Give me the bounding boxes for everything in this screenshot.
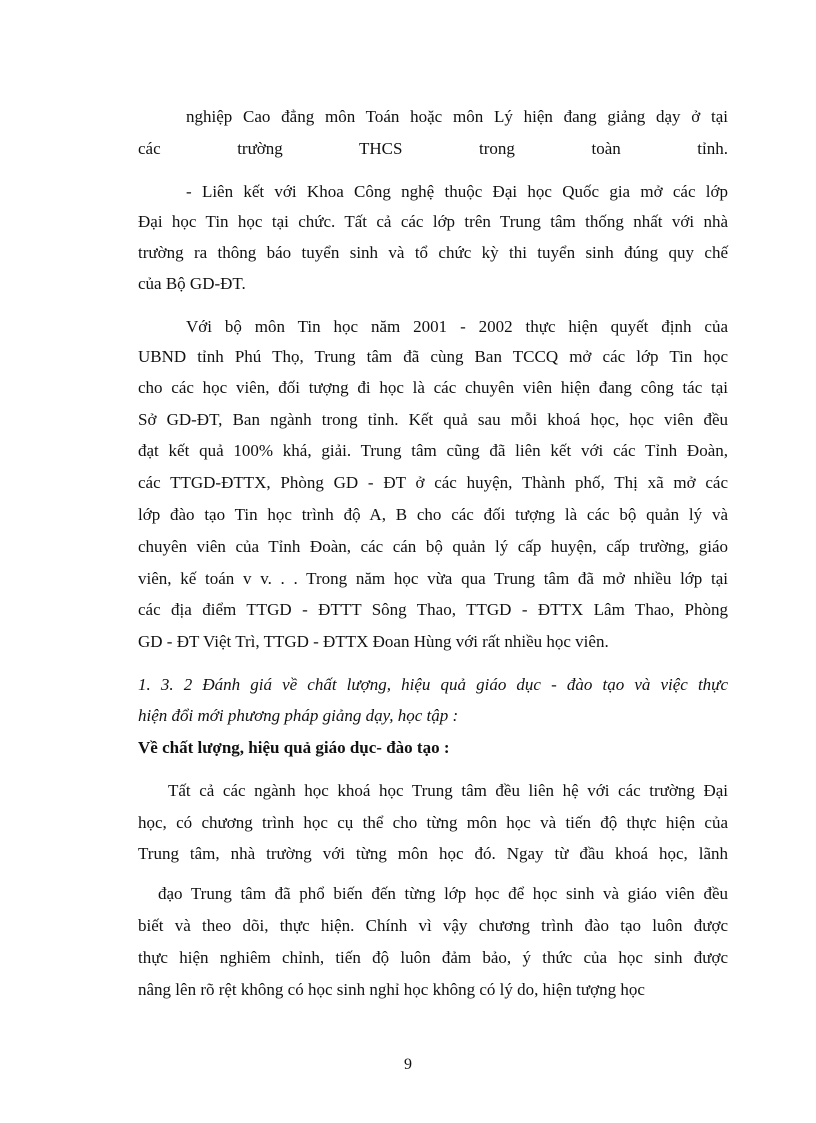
- body-line: nâng lên rõ rệt không có học sinh nghỉ học không có lý do, hiện tượng học: [138, 980, 645, 999]
- body-line: đạt kết quả 100% khá, giải. Trung tâm cũng đã liên kết với các Tỉnh Đoàn,: [138, 441, 728, 460]
- section-heading: hiện đổi mới phương pháp giảng dạy, học tập :: [138, 706, 459, 725]
- body-line: viên, kế toán v v. . . Trong năm học vừa qua Trung tâm đã mở nhiều lớp tại: [138, 569, 728, 588]
- body-line: trường ra thông báo tuyển sinh và tổ chức kỳ thi tuyển sinh đúng quy chế: [138, 243, 728, 262]
- body-line: chuyên viên của Tỉnh Đoàn, các cán bộ quản lý cấp huyện, cấp trường, giáo: [138, 537, 728, 556]
- body-line: nghiệp Cao đẳng môn Toán hoặc môn Lý hiện đang giảng dạy ở tại: [186, 107, 728, 126]
- body-line: Tất cả các ngành học khoá học Trung tâm đều liên hệ với các trường Đại: [168, 781, 728, 800]
- body-line: thực hiện nghiêm chỉnh, tiến độ luôn đảm bảo, ý thức của học sinh được: [138, 948, 728, 967]
- body-line: GD - ĐT Việt Trì, TTGD - ĐTTX Đoan Hùng với rất nhiều học viên.: [138, 632, 609, 651]
- body-line: lớp đào tạo Tin học trình độ A, B cho các đối tượng là các bộ quản lý và: [138, 505, 728, 524]
- body-line: các địa điểm TTGD - ĐTTT Sông Thao, TTGD - ĐTTX Lâm Thao, Phòng: [138, 600, 728, 619]
- section-heading: 1. 3. 2 Đánh giá về chất lượng, hiệu quả giáo dục - đào tạo và việc thực: [138, 675, 728, 694]
- page-number: 9: [404, 1056, 412, 1073]
- body-line: các trường THCS trong toàn tỉnh.: [138, 139, 728, 158]
- subsection-heading: Về chất lượng, hiệu quả giáo dục- đào tạo :: [138, 738, 450, 757]
- body-line: Sở GD-ĐT, Ban ngành trong tỉnh. Kết quả sau mỗi khoá học, học viên đều: [138, 410, 728, 429]
- body-line: các TTGD-ĐTTX, Phòng GD - ĐT ở các huyện, Thành phố, Thị xã mở các: [138, 473, 728, 492]
- body-line: Đại học Tin học tại chức. Tất cả các lớp trên Trung tâm thống nhất với nhà: [138, 212, 728, 231]
- body-line: - Liên kết với Khoa Công nghệ thuộc Đại học Quốc gia mở các lớp: [186, 182, 728, 201]
- body-line: học, có chương trình học cụ thể cho từng môn học và tiến độ thực hiện của: [138, 813, 728, 832]
- body-line: cho các học viên, đối tượng đi học là các chuyên viên hiện đang công tác tại: [138, 378, 728, 397]
- body-line: Trung tâm, nhà trường với từng môn học đó. Ngay từ đầu khoá học, lãnh: [138, 844, 728, 863]
- body-line: đạo Trung tâm đã phổ biến đến từng lớp học để học sinh và giáo viên đều: [158, 884, 728, 903]
- body-line: của Bộ GD-ĐT.: [138, 274, 246, 293]
- body-line: Với bộ môn Tin học năm 2001 - 2002 thực hiện quyết định của: [186, 317, 728, 336]
- body-line: UBND tỉnh Phú Thọ, Trung tâm đã cùng Ban TCCQ mở các lớp Tin học: [138, 347, 728, 366]
- body-line: biết và theo dõi, thực hiện. Chính vì vậy chương trình đào tạo luôn được: [138, 916, 728, 935]
